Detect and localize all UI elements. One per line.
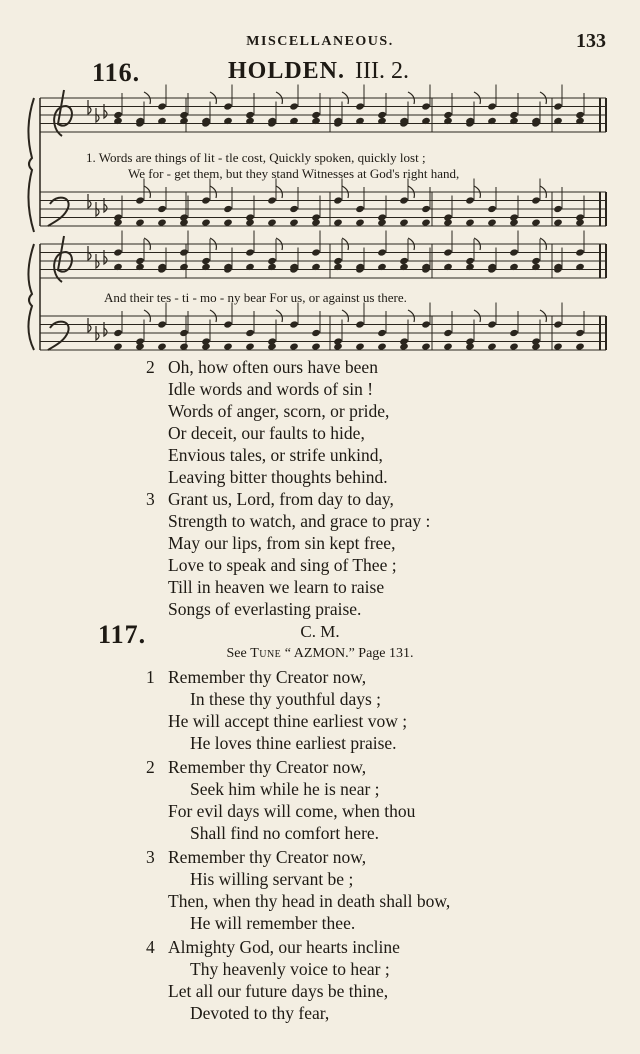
note-head (487, 102, 497, 110)
stanza-line: He will accept thine earliest vow ; (168, 711, 408, 731)
note-head (377, 329, 387, 337)
lyric-line-2: We for - get them, but they stand Witnesses at God's right hand, (128, 166, 460, 181)
stanza-line: Oh, how often ours have been (168, 357, 378, 377)
note-head (311, 248, 321, 256)
tune-meter: III. 2. (355, 58, 409, 84)
stanza-line: Then, when thy head in death shall bow, (168, 891, 451, 911)
note-head (223, 102, 233, 110)
stanza-line: Strength to watch, and grace to pray : (168, 511, 431, 531)
stanza-117-4 (146, 936, 400, 1024)
note-head (421, 102, 431, 110)
note-head (465, 196, 475, 204)
see-prefix: See (226, 646, 247, 661)
stanza-line: Shall find no comfort here. (190, 823, 380, 843)
note-head (443, 329, 453, 337)
hymn-117-number: 117. (98, 620, 147, 649)
note-head (179, 248, 189, 256)
system-brace-icon (28, 98, 34, 232)
stanza-line: Idle words and words of sin ! (168, 379, 374, 399)
see-tune-reference (0, 646, 640, 662)
see-tune-word: Tune (250, 646, 282, 661)
note-head (289, 205, 299, 213)
note-head (245, 329, 255, 337)
lyric-line-1: 1. Words are things of lit - tle cost, Quickly spoken, quickly lost ; (86, 150, 426, 165)
note-head (487, 205, 497, 213)
stanza-line: Almighty God, our hearts incline (168, 937, 400, 957)
see-page: Page 131. (358, 646, 414, 661)
note-head (289, 102, 299, 110)
stanza-line: Let all our future days be thine, (168, 981, 389, 1001)
system-brace-icon (28, 244, 34, 350)
stanza-line: Leaving bitter thoughts behind. (168, 467, 388, 487)
stanza-117-3 (146, 846, 450, 934)
treble-clef-icon (54, 236, 72, 282)
stanza-number: 2 (146, 357, 155, 377)
stanza-line: Devoted to thy fear, (190, 1003, 330, 1023)
stanza-line: He will remember thee. (190, 913, 356, 933)
note-head (553, 102, 563, 110)
note-head (443, 248, 453, 256)
note-head (487, 320, 497, 328)
note-head (135, 196, 145, 204)
stanza-line: Love to speak and sing of Thee ; (168, 555, 397, 575)
stanza-number: 3 (146, 847, 155, 867)
note-head (531, 196, 541, 204)
stanza-number: 1 (146, 667, 155, 687)
note-head (289, 320, 299, 328)
stanza-116-3 (146, 488, 430, 620)
note-head (157, 205, 167, 213)
see-tune-name: “ AZMON.” (284, 646, 355, 661)
note-head (575, 248, 585, 256)
stanza-line: Remember thy Creator now, (168, 757, 367, 777)
note-head (509, 248, 519, 256)
note-head (553, 205, 563, 213)
note-head (355, 205, 365, 213)
note-head (421, 205, 431, 213)
hymn-117-meter: C. M. (300, 622, 340, 641)
note-head (355, 320, 365, 328)
stanza-line: Words of anger, scorn, or pride, (168, 401, 390, 421)
stanza-line: He loves thine earliest praise. (190, 733, 397, 753)
note-head (223, 320, 233, 328)
note-head (113, 248, 123, 256)
note-head (267, 196, 277, 204)
note-head (201, 196, 211, 204)
stanza-line: Songs of everlasting praise. (168, 599, 362, 619)
note-head (157, 102, 167, 110)
tune-name: HOLDEN. (228, 58, 346, 84)
stanza-line: Envious tales, or strife unkind, (168, 445, 383, 465)
stanza-number: 2 (146, 757, 155, 777)
note-head (377, 248, 387, 256)
note-head (575, 329, 585, 337)
hymn-116-number: 116. (92, 58, 141, 87)
stanza-line: Till in heaven we learn to raise (168, 577, 385, 597)
note-head (399, 196, 409, 204)
stanza-117-1 (146, 666, 407, 754)
stanza-line: Remember thy Creator now, (168, 667, 367, 687)
bass-clef-icon (48, 322, 69, 350)
page-number: 133 (576, 30, 606, 52)
stanza-line: Or deceit, our faults to hide, (168, 423, 365, 443)
treble-clef-icon (54, 90, 72, 136)
note-head (355, 102, 365, 110)
lyric-line-3: And their tes - ti - mo - ny bear For us, or against us there. (104, 290, 407, 305)
music-score (0, 0, 640, 370)
note-head (223, 205, 233, 213)
stanza-line: Grant us, Lord, from day to day, (168, 489, 394, 509)
stanza-116-2 (146, 356, 389, 488)
note-head (245, 248, 255, 256)
stanza-line: In these thy youthful days ; (190, 689, 382, 709)
running-head: MISCELLANEOUS. (246, 34, 394, 49)
note-head (157, 320, 167, 328)
note-head (333, 196, 343, 204)
note-head (179, 329, 189, 337)
note-head (553, 320, 563, 328)
stanza-number: 4 (146, 937, 155, 957)
stanza-line: May our lips, from sin kept free, (168, 533, 396, 553)
note-head (509, 329, 519, 337)
note-head (113, 329, 123, 337)
note-head (311, 329, 321, 337)
stanza-number: 3 (146, 489, 155, 509)
stanza-line: His willing servant be ; (190, 869, 354, 889)
stanza-117-2 (146, 756, 415, 844)
bass-clef-icon (48, 198, 69, 226)
stanza-line: For evil days will come, when thou (168, 801, 416, 821)
stanza-line: Remember thy Creator now, (168, 847, 367, 867)
note-head (421, 320, 431, 328)
stanza-line: Thy heavenly voice to hear ; (190, 959, 390, 979)
stanza-line: Seek him while he is near ; (190, 779, 380, 799)
